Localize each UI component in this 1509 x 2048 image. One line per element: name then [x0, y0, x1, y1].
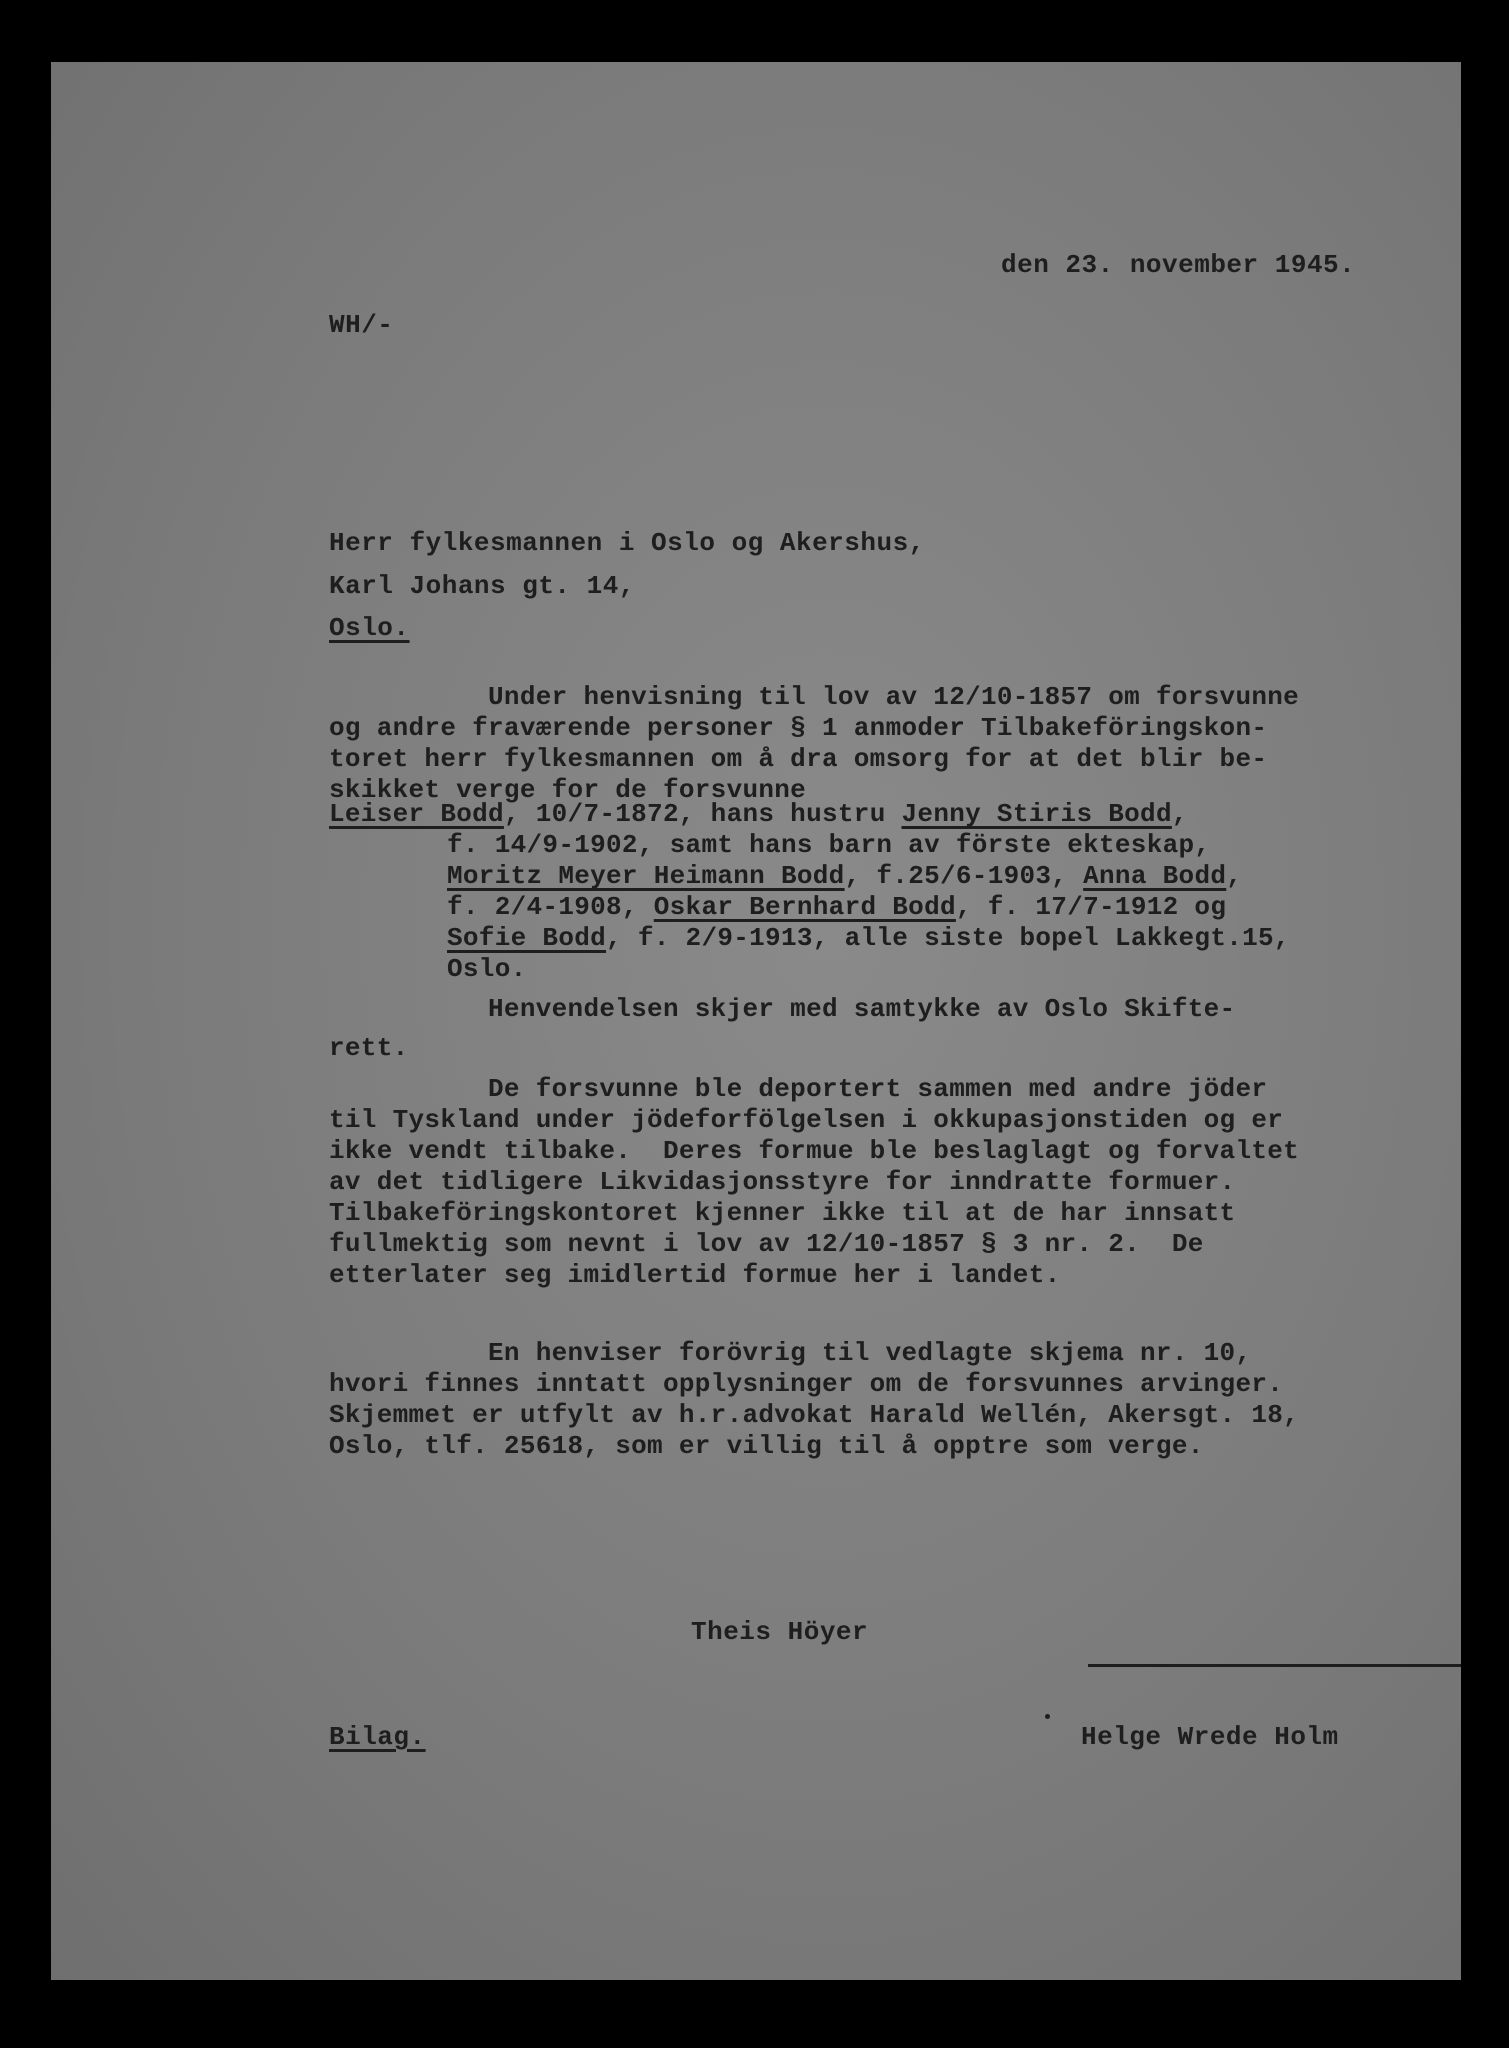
- address-city: Oslo.: [329, 613, 410, 643]
- ink-dot: [1045, 1714, 1050, 1719]
- paragraph-line: ikke vendt tilbake. Deres formue ble beslaglagt og forvaltet: [329, 1136, 1300, 1166]
- paragraph-line: og andre fraværende personer § 1 anmoder Tilbakeföringskon-: [329, 713, 1268, 743]
- paragraph-line: Skjemmet er utfylt av h.r.advokat Harald Wellén, Akersgt. 18,: [329, 1400, 1300, 1430]
- punctuation: ,: [1226, 861, 1243, 891]
- person-details: f. 2/4-1908,: [447, 892, 654, 922]
- persons-line: [329, 830, 1290, 861]
- persons-line: [329, 923, 1290, 954]
- reference-initials: WH/-: [329, 310, 394, 340]
- persons-line: [329, 799, 1290, 830]
- persons-line: Oslo.: [447, 954, 527, 984]
- paragraph-deportation: [329, 1074, 1299, 1291]
- person-name: Anna Bodd: [1083, 861, 1227, 891]
- letter-page: [51, 62, 1461, 1980]
- signatory-1: Theis Höyer: [691, 1617, 869, 1647]
- enclosure-label: Bilag.: [329, 1722, 426, 1752]
- person-details: f. 14/9-1902, samt hans barn av förste ekteskap,: [447, 830, 1211, 860]
- paragraph-line: rett.: [329, 1033, 409, 1063]
- persons-line: [329, 892, 1290, 923]
- paragraph-attachment: [329, 1338, 1299, 1462]
- person-details: , f.25/6-1903,: [844, 861, 1084, 891]
- paragraph-line: Oslo, tlf. 25618, som er villig til å opptre som verge.: [329, 1431, 1204, 1461]
- persons-list: [329, 799, 1290, 985]
- paragraph-line: Under henvisning til lov av 12/10-1857 om forsvunne: [329, 682, 1300, 712]
- signatory-2: Helge Wrede Holm: [1081, 1722, 1339, 1752]
- paragraph-line: De forsvunne ble deportert sammen med andre jöder: [329, 1074, 1268, 1104]
- paragraph-line: skikket verge for de forsvunne: [329, 775, 807, 805]
- person-details: , f. 17/7-1912 og: [955, 892, 1227, 922]
- paragraph-line: fullmektig som nevnt i lov av 12/10-1857 § 3 nr. 2. De: [329, 1229, 1204, 1259]
- persons-line: [329, 861, 1290, 892]
- punctuation: ,: [1171, 799, 1188, 829]
- paragraph-line: av det tidligere Likvidasjonsstyre for inndratte formuer.: [329, 1167, 1236, 1197]
- address-line-1: Herr fylkesmannen i Oslo og Akershus,: [329, 528, 925, 558]
- paragraph-line: etterlater seg imidlertid formue her i landet.: [329, 1260, 1061, 1290]
- person-name: Leiser Bodd: [329, 799, 504, 829]
- paragraph-line: En henviser forövrig til vedlagte skjema nr. 10,: [329, 1338, 1252, 1368]
- paragraph-line: toret herr fylkesmannen om å dra omsorg for at det blir be-: [329, 744, 1268, 774]
- person-details: , f. 2/9-1913, alle siste bopel Lakkegt.15,: [606, 923, 1290, 953]
- letter-date: den 23. november 1945.: [1001, 250, 1356, 280]
- person-details: , 10/7-1872, hans hustru: [503, 799, 902, 829]
- paragraph-line: Henvendelsen skjer med samtykke av Oslo Skifte-: [329, 994, 1236, 1024]
- paragraph-consent: [329, 994, 1235, 1064]
- paragraph-line: til Tyskland under jödeforfölgelsen i okkupasjonstiden og er: [329, 1105, 1284, 1135]
- paragraph-line: Tilbakeföringskontoret kjenner ikke til at de har innsatt: [329, 1198, 1236, 1228]
- person-name: Oskar Bernhard Bodd: [653, 892, 956, 922]
- paragraph-request: [329, 682, 1299, 806]
- signature-line: [1088, 1664, 1461, 1667]
- person-name: Jenny Stiris Bodd: [901, 799, 1172, 829]
- person-name: Moritz Meyer Heimann Bodd: [447, 861, 845, 891]
- person-name: Sofie Bodd: [447, 923, 607, 953]
- address-line-2: Karl Johans gt. 14,: [329, 571, 635, 601]
- paragraph-line: hvori finnes inntatt opplysninger om de forsvunnes arvinger.: [329, 1369, 1284, 1399]
